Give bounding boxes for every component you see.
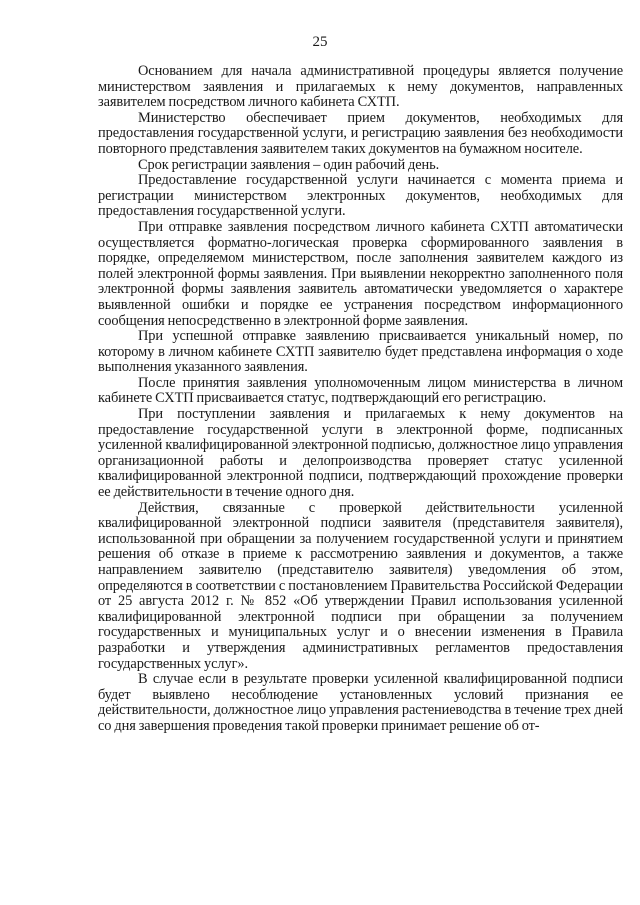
paragraph-signature-check: При поступлении заявления и прилагаемых к нему документов на предоставление государственной услуги в электронной форме, подписанных усиленной квалифицированной электронной подписью, должностное лицо управления организационной работы и делопроизводства проверяет статус усиленной квалифицированной электронной подписи, подтверждающий прохождение проверки ее действительности в течение одного дня. xyxy=(98,406,623,501)
document-body xyxy=(98,64,623,735)
page-number: 25 xyxy=(312,34,328,50)
paragraph-service-start: Предоставление государственной услуги начинается с момента приема и регистрации министерством электронных документов, необходимых для предоставления государственной услуги. xyxy=(98,172,623,220)
paragraph-registration-term: Срок регистрации заявления – один рабочий день. xyxy=(138,156,440,173)
paragraph-format-check: При отправке заявления посредством личного кабинета СХТП автоматически осуществляется форматно-логическая проверка сформированного заявления в порядке, определяемом министерством, после заполнения заявителем каждого из полей электронной формы заявления. При выявлении некорректно заполненного поля электронной формы заявления заявитель автоматически уведомляется о характере выявленной ошибки и порядке ее устранения посредством информационного сообщения непосредственно в электронной форме заявления. xyxy=(98,218,623,329)
paragraph-status: После принятия заявления уполномоченным лицом министерства в личном кабинете СХТП присваивается статус, подтверждающий его регистрацию. xyxy=(98,374,623,407)
paragraph-actions: Действия, связанные с проверкой действительности усиленной квалифицированной электронной подписи заявителя (представителя заявителя), использованной при обращении за получением государственной услуги и принятием решения об отказе в приеме к рассмотрению заявления и документов, а также направлением заявителю (представителю заявителя) уведомления об этом, определяются в соответствии с постановлением Правительства Российской Федерации от 25 августа 2012 г. № 852 «Об утверждении Правил использования усиленной квалифицированной электронной подписи при обращении за получением государственных и муниципальных услуг и о внесении изменения в Правила разработки и утверждения административных регламентов предоставления государственных услуг». xyxy=(98,499,623,672)
paragraph-reception: Министерство обеспечивает прием документов, необходимых для предоставления государственной услуги, и регистрацию заявления без необходимости повторного представления заявителем таких документов на бумажном носителе. xyxy=(98,109,623,157)
paragraph-unique-number: При успешной отправке заявлению присваивается уникальный номер, по которому в личном кабинете СХТП заявителю будет представлена информация о ходе выполнения указанного заявления. xyxy=(98,328,623,376)
paragraph-basis: Основанием для начала административной процедуры является получение министерством заявления и прилагаемых к нему документов, направленных заявителем посредством личного кабинета СХТП. xyxy=(98,63,623,111)
paragraph-validity-failure: В случае если в результате проверки усиленной квалифицированной подписи будет выявлено несоблюдение установленных условий признания ее действительности, должностное лицо управления растениеводства в течение трех дней со дня завершения проведения такой проверки принимает решение об от- xyxy=(98,671,623,734)
